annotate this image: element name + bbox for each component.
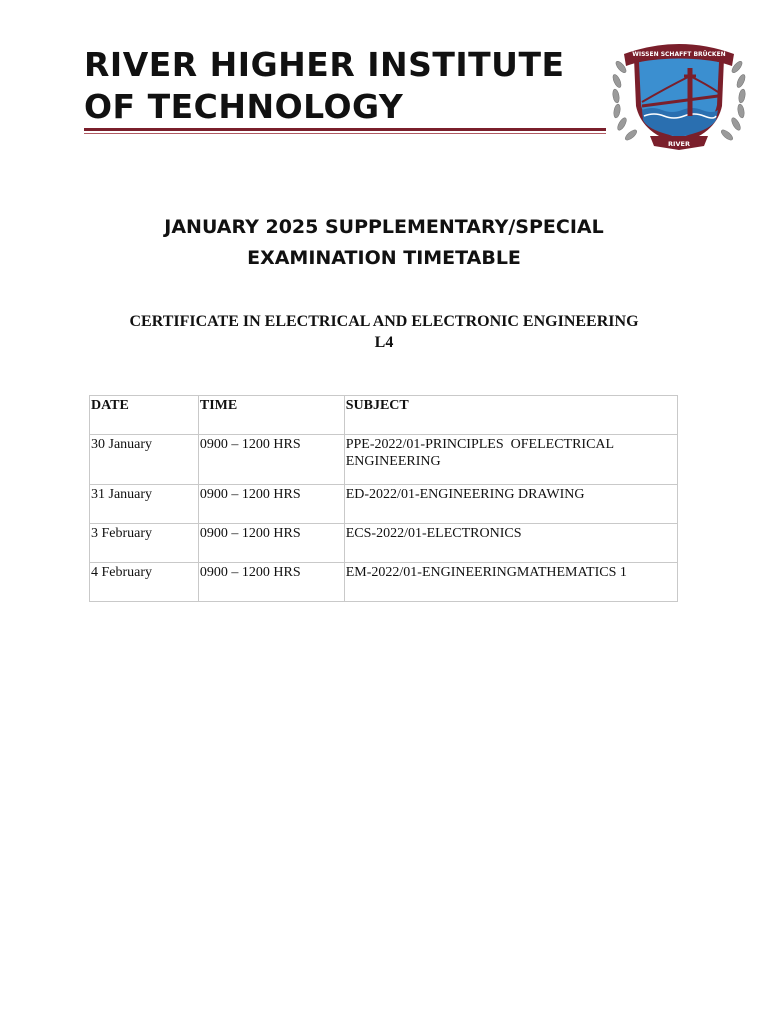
time-cell: 0900 – 1200 HRS	[198, 435, 344, 485]
exam-title	[84, 212, 684, 274]
date-cell: 4 February	[90, 563, 199, 602]
time-cell: 0900 – 1200 HRS	[198, 485, 344, 524]
programme-title-line1: CERTIFICATE IN ELECTRICAL AND ELECTRONIC ENGINEERING	[129, 313, 639, 330]
column-header-subject: SUBJECT	[344, 396, 677, 435]
table-row	[90, 435, 678, 485]
programme-title-line2: L4	[374, 334, 394, 351]
subject-cell: PPE-2022/01-PRINCIPLES OFELECTRICAL ENGINEERING	[344, 435, 677, 485]
table-row	[90, 563, 678, 602]
institution-name	[84, 44, 604, 128]
institution-name-line2: OF TECHNOLOGY	[84, 87, 404, 126]
date-cell: 31 January	[90, 485, 199, 524]
table-row	[90, 485, 678, 524]
logo-ribbon-text: RIVER	[668, 140, 690, 148]
timetable-header-row	[90, 396, 678, 435]
institution-logo	[606, 36, 752, 152]
timetable	[89, 395, 678, 602]
exam-title-line2: EXAMINATION TIMETABLE	[247, 247, 521, 269]
column-header-date: DATE	[90, 396, 199, 435]
institution-name-line1: RIVER HIGHER INSTITUTE	[84, 45, 565, 84]
logo-motto: WISSEN SCHAFFT BRÜCKEN	[632, 51, 726, 58]
date-cell: 3 February	[90, 524, 199, 563]
time-cell: 0900 – 1200 HRS	[198, 563, 344, 602]
programme-title	[84, 311, 684, 353]
subject-cell: ECS-2022/01-ELECTRONICS	[344, 524, 677, 563]
header-rule-thin	[84, 133, 606, 134]
table-row	[90, 524, 678, 563]
subject-cell: EM-2022/01-ENGINEERINGMATHEMATICS 1	[344, 563, 677, 602]
header-rule-thick	[84, 128, 606, 131]
column-header-time: TIME	[198, 396, 344, 435]
exam-title-line1: JANUARY 2025 SUPPLEMENTARY/SPECIAL	[164, 216, 604, 238]
subject-cell: ED-2022/01-ENGINEERING DRAWING	[344, 485, 677, 524]
date-cell: 30 January	[90, 435, 199, 485]
time-cell: 0900 – 1200 HRS	[198, 524, 344, 563]
